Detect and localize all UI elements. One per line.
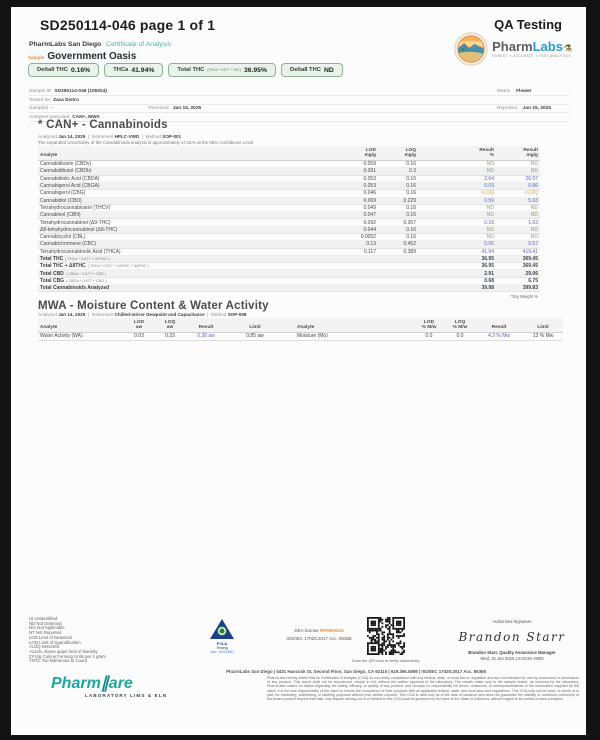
cannabinoids-section-meta: Analyzed Jan 14, 2025 | Instrument HPLC-VWD | Method SOP-001: [38, 134, 182, 139]
total-mg: 6.75: [528, 277, 538, 284]
cannabinoid-row: [38, 183, 540, 190]
water-activity-analyte: Water Activity (WA): [40, 333, 83, 340]
mwa-col-result-left: Result: [198, 325, 214, 331]
loq-value: 0.16: [406, 161, 416, 168]
lod-value: 0.091: [363, 168, 376, 175]
result-percent: ND: [486, 161, 494, 168]
received-value: Jan 15, 2025: [172, 106, 202, 112]
total-mg: 399.83: [522, 285, 538, 292]
badge-label: Total THC: [177, 67, 205, 73]
moisture-analyte: Moisture (Mo): [297, 333, 328, 340]
pharmware-wave-icon: ∥: [100, 675, 109, 692]
potency-badges: [28, 63, 343, 77]
tested-for-label: Tested for: [29, 97, 51, 103]
sample-name: Government Oasis: [47, 51, 137, 62]
legend-item: LOQ Limit of Quantification: [29, 639, 81, 645]
signer-name-title: Brandon Starr, Quality Assurance Manager: [468, 650, 556, 655]
water-activity-lod: 0.03: [134, 333, 144, 340]
dea-license-number: RP0690543: [319, 628, 344, 633]
cannabinoids-section-title: * CAN+ - Cannabinoids: [38, 119, 168, 131]
lod-value: 0.046: [363, 190, 376, 197]
potency-badge: [281, 63, 343, 77]
lod-value: 0.092: [363, 219, 376, 226]
pjla-logo-icon: [209, 618, 235, 640]
result-mg: 1.63: [528, 219, 538, 226]
result-mg: ND: [530, 204, 538, 211]
legend-item: ND Not Detected: [29, 620, 62, 626]
analyte-name: Cannabidivarin (CBDv): [40, 161, 92, 168]
result-mg: 0.86: [528, 183, 538, 190]
legend-item: >ULOL Above upper limit of linearity: [29, 649, 98, 655]
total-percent: 36.95: [481, 256, 494, 263]
result-percent: <LOQ: [480, 190, 494, 197]
legend-item: TNTC Too Numerous to Count: [29, 658, 87, 664]
cannabinoids-table-header: [38, 146, 540, 161]
sample-id-value: SD250114-046 (105024): [54, 89, 107, 95]
col-loq: LOQ mg/g: [404, 147, 416, 159]
lod-value: 0.117: [363, 248, 376, 255]
mwa-col-loq-right: LOQ % M/w: [452, 319, 468, 331]
water-activity-loq: 0.33: [165, 333, 175, 340]
sample-id-label: Sample ID: [29, 89, 52, 95]
analyte-name: Cannabidiolic Acid (CBDA): [40, 175, 100, 182]
total-formula: ( CBDa * 0.877 + CBD ): [65, 271, 106, 276]
total-percent: 36.95: [481, 263, 494, 270]
mwa-section-title: MWA - Moisture Content & Water Activity: [38, 300, 269, 312]
total-name: [38, 271, 326, 277]
pharmware-word-are: are: [108, 675, 133, 692]
total-label: Total THC: [40, 256, 64, 263]
sampled-label: Sampled: [29, 106, 48, 112]
analyte-name: Δ8-tetrahydrocannabinol (Δ8-THC): [40, 226, 118, 233]
cannabinoid-row: [38, 234, 540, 241]
meta-row-dates: [29, 105, 569, 113]
legend-item: NT Not Reported: [29, 630, 62, 636]
loq-value: 0.16: [406, 183, 416, 190]
matrix-value: Flower: [516, 89, 532, 95]
reported-value: Jan 15, 2025: [522, 106, 552, 112]
cannabinoid-row: [38, 161, 540, 168]
loq-value: 0.16: [406, 204, 416, 211]
total-name: [38, 278, 326, 284]
result-percent: ND: [486, 234, 494, 241]
total-mg: 369.45: [522, 256, 538, 263]
cannabinoid-row: [38, 198, 540, 205]
cannabinoid-row: [38, 212, 540, 219]
result-mg: 0.57: [528, 241, 538, 248]
pharmlabs-logo: [454, 32, 572, 66]
water-activity-result: 0.30 aw: [197, 333, 215, 340]
analyte-name: Tetrahydrocannabinolic Acid (THCA): [40, 248, 121, 255]
result-percent: 0.16: [484, 219, 494, 226]
mwa-col-result-right: Result: [491, 325, 507, 331]
result-mg: ND: [530, 212, 538, 219]
legend-item: CFU/g Colony Forming Units per 1 gram: [29, 653, 106, 659]
lod-value: 0.059: [363, 161, 376, 168]
loq-value: 0.16: [406, 226, 416, 233]
disclaimer-text: PharmLabs hereby states that its Certificates of Analysis (COA) do not certify compliance with any federal, state, or local law or regulation and are not intended for use by consumers or purchasers of any product. This report shall not be reproduced, except in full, without the written approval of the laboratory. The results relate only to the sample tested, as received by the laboratory. PharmLabs makes no claims regarding the safety, efficacy, or quality of any product, and accepts no responsibility for errors, omissions, or misrepresentations in the information supplied by the client. It is the sole responsibility of the client to ensure the compliance of their products with all applicable federal, state, and local laws and regulations. This COA may not be used, in whole or in part, for marketing, advertising, or labeling purposes without prior written consent. This COA is valid only as of the date of issuance and does not guarantee the stability or continued conformity of the tested product beyond that date. Any dispute arising out of or related to this COA shall be governed by the laws of the State of California, without regard to its conflict of laws principles.: [267, 676, 579, 702]
mwa-col-loq-left: LOQ aw: [164, 319, 176, 331]
legend-item: UI Unidentified: [29, 616, 58, 621]
sample-label: Sample: [28, 55, 45, 60]
lab-header-line: [29, 41, 171, 48]
lod-value: 0.13: [366, 241, 376, 248]
result-mg: ND: [530, 226, 538, 233]
lod-value: 0.044: [363, 226, 376, 233]
badge-value: ND: [323, 66, 334, 74]
col-result-mg: Result mg/g: [523, 147, 538, 159]
total-label: Total THC + Δ8THC: [40, 263, 86, 270]
qr-code: [367, 617, 405, 655]
badge-value: 0.16%: [70, 66, 91, 74]
result-percent: 2.64: [484, 175, 494, 182]
mwa-col-analyte-left: Analyte: [40, 325, 58, 331]
result-mg: 419.41: [522, 248, 538, 255]
result-percent: 0.06: [484, 241, 494, 248]
result-mg: ND: [530, 234, 538, 241]
total-row: [38, 270, 540, 277]
logo-word-pharm: Pharm: [492, 38, 533, 54]
uncertainty-note: The expanded Uncertainty of the Cannabinoids analysis is approximately ±7.81% at the 95% Confidence Level: [38, 140, 254, 145]
total-mg: 369.45: [522, 263, 538, 270]
analyses-value: CAN+, MWA: [72, 114, 100, 120]
mwa-col-limit-right: Limit: [537, 325, 549, 331]
result-mg: ND: [530, 161, 538, 168]
cannabinoid-row: [38, 168, 540, 175]
moisture-limit: 13 % Mw: [532, 333, 554, 340]
total-formula: ( THCa * 0.877 + Δ9THC + Δ8THC ): [87, 264, 149, 269]
analyte-name: Cannabigerol (CBG): [40, 190, 86, 197]
cannabinoid-row: [38, 241, 540, 248]
total-formula: ( CBGa * 0.877 + CBG ): [66, 278, 107, 283]
legend-item: N/A Not Applicable: [29, 625, 65, 631]
cannabinoid-row: [38, 219, 540, 226]
meta-row-sample-id: [29, 88, 569, 96]
total-mg: 29.06: [525, 270, 538, 277]
qr-caption: Scan the QR code to verify authenticity.: [351, 658, 421, 663]
analyte-name: Cannabicyclol (CBL): [40, 234, 86, 241]
total-percent: 39.98: [481, 285, 494, 292]
result-percent: 0.09: [484, 183, 494, 190]
qr-pattern-icon: [367, 617, 405, 655]
total-label: Total CBD: [40, 270, 64, 277]
mwa-table: [38, 318, 563, 341]
flask-icon: ⚗: [563, 42, 572, 53]
moisture-lod: 0.0: [425, 333, 433, 340]
mwa-col-analyte-right: Analyte: [297, 325, 315, 331]
logo-tagline: HONEST ✦ ACCURATE ✦ FAST ANALYTICS: [492, 54, 572, 59]
result-mg: 26.37: [525, 175, 538, 182]
certificate-of-analysis-label: Certificate of Analysis: [106, 41, 172, 48]
water-activity-limit: 0.85 aw: [246, 333, 264, 340]
potency-badge: [28, 63, 99, 77]
authorized-signature-label: Authorized Signature: [492, 619, 532, 624]
analyte-name: Cannabigerol Acid (CBGA): [40, 183, 100, 190]
lod-value: 0.047: [363, 212, 376, 219]
iso-accreditation: ISO/IEC 17025:2017 Acc. 85368: [286, 635, 352, 641]
signature-script: Brandon Starr: [458, 630, 566, 644]
moisture-loq: 0.0: [456, 333, 464, 340]
result-percent: ND: [486, 168, 494, 175]
total-row: [38, 278, 540, 285]
cannabinoid-row: [38, 205, 540, 212]
result-percent: ND: [486, 212, 494, 219]
total-percent: 0.68: [484, 277, 494, 284]
badge-formula: (THCa * 0.877 + THC): [207, 68, 241, 72]
document-title: SD250114-046 page 1 of 1: [40, 17, 216, 33]
result-percent: 41.94: [481, 248, 494, 255]
result-mg: <LOQ: [524, 190, 538, 197]
dry-weight-note: *Dry Weight %: [510, 294, 538, 300]
badge-label: Delta9 THC: [37, 67, 68, 73]
tested-for-value: Zaza Distro: [53, 97, 79, 103]
lod-value: 0.053: [363, 175, 376, 182]
badge-label: Delta8 THC: [290, 67, 321, 73]
sampled-value: -: [50, 106, 53, 112]
moisture-result: 4.3 % Mw: [488, 333, 510, 340]
cannabinoid-row: [38, 249, 540, 256]
legend-item: LOD Limit of Detection: [29, 634, 73, 640]
legend-item: <LOQ Detected: [29, 644, 59, 650]
potency-badge: [104, 63, 163, 77]
analyte-name: Cannabichromene (CBC): [40, 241, 97, 248]
badge-label: THCa: [113, 67, 129, 73]
badge-value: 36.95%: [243, 66, 268, 74]
pharmware-subtitle: LABORATORY LIMS & ELN: [85, 693, 168, 698]
coa-page: [11, 7, 586, 735]
qa-testing-label: QA Testing: [494, 17, 562, 32]
reported-label: Reported: [497, 106, 517, 112]
total-row: [38, 285, 540, 292]
total-label: Total CBG: [40, 277, 65, 284]
total-row: [38, 256, 540, 263]
signature-block: [439, 619, 585, 661]
analyte-name: Tetrahydrocannabivarin (THCV): [40, 204, 111, 211]
loq-value: 0.389: [403, 248, 416, 255]
loq-value: 0.307: [403, 219, 416, 226]
total-row: [38, 263, 540, 270]
sample-meta: [29, 88, 569, 122]
cannabinoid-row: [38, 176, 540, 183]
mwa-col-lod-left: LOD aw: [133, 319, 145, 331]
total-formula: ( THCa * 0.877 + Δ9THC ): [65, 257, 110, 262]
pharmlabs-wordmark: [492, 40, 572, 59]
lod-value: 0.0052: [360, 234, 376, 241]
loq-value: 0.16: [406, 190, 416, 197]
result-mg: ND: [530, 168, 538, 175]
matrix-label: Matrix: [497, 89, 511, 95]
mwa-data-row: [38, 333, 563, 341]
col-analyte: Analyte: [40, 153, 58, 159]
loq-value: 0.229: [403, 197, 416, 204]
cannabinoid-rows: [38, 161, 540, 292]
loq-value: 0.16: [406, 212, 416, 219]
lod-value: 0.053: [363, 183, 376, 190]
lab-name: PharmLabs San Diego: [29, 41, 102, 48]
analyte-name: Cannabinol (CBN): [40, 212, 81, 219]
pharmlabs-emblem-icon: [454, 32, 488, 66]
pjla-accreditation: PJLA Testing Acc. #101350: [191, 618, 253, 654]
analyte-name: Tetrahydrocannabinol (Δ9-THC): [40, 219, 111, 226]
result-percent: ND: [486, 226, 494, 233]
loq-value: 0.452: [403, 241, 416, 248]
signature-date: Wed, 15 Jan 2025 12:03:29 -0800: [480, 656, 544, 661]
abbreviation-legend: [29, 617, 106, 664]
pharmware-word-pharm: Pharm: [51, 675, 101, 692]
license-block: [269, 627, 369, 642]
total-label: Total Cannabinoids Analyzed: [40, 285, 110, 292]
col-result-pct: Result %: [479, 147, 494, 159]
badge-value: 41.94%: [131, 66, 155, 74]
mwa-section-meta: Analyzed Jan 14, 2025 | Instrument Chilled-mirror Dewpoint and Capacitance | Method SOP-008: [38, 312, 247, 317]
total-percent: 2.91: [484, 270, 494, 277]
mwa-col-limit-left: Limit: [249, 325, 261, 331]
col-lod: LOD mg/g: [364, 147, 376, 159]
cannabinoid-row: [38, 227, 540, 234]
dea-license-label: DEA license: [294, 628, 319, 633]
total-name: [38, 256, 326, 262]
logo-word-labs: Labs: [532, 38, 563, 54]
cannabinoid-row: [38, 190, 540, 197]
result-percent: 0.59: [484, 197, 494, 204]
mwa-col-lod-right: LOD % M/w: [421, 319, 437, 331]
loq-value: 0.16: [406, 175, 416, 182]
total-name: [38, 263, 326, 269]
meta-row-tested-for: [29, 96, 569, 104]
received-label: Received: [148, 106, 169, 112]
lod-value: 0.049: [363, 204, 376, 211]
result-mg: 5.93: [528, 197, 538, 204]
analyses-label: Analyses executed: [29, 114, 70, 120]
total-name: [38, 285, 326, 291]
sample-header: [28, 50, 139, 63]
loq-value: 0.3: [409, 168, 416, 175]
result-percent: ND: [486, 204, 494, 211]
cannabinoids-table: [38, 146, 540, 299]
mwa-table-header: [38, 318, 563, 333]
lab-address: PharmLabs San Diego | 5431 Hancock St, Second Floor, San Diego, CA 92110 | 619.356.0898 | ISO/IEC 17025:2017 Acc. 85368: [226, 669, 486, 674]
analyte-name: Cannabidibutol (CBDb): [40, 168, 92, 175]
potency-badge: [168, 63, 276, 77]
pharmware-logo: [51, 676, 251, 698]
lod-value: 0.069: [363, 197, 376, 204]
loq-value: 0.16: [406, 234, 416, 241]
analyte-name: Cannabidiol (CBD): [40, 197, 82, 204]
